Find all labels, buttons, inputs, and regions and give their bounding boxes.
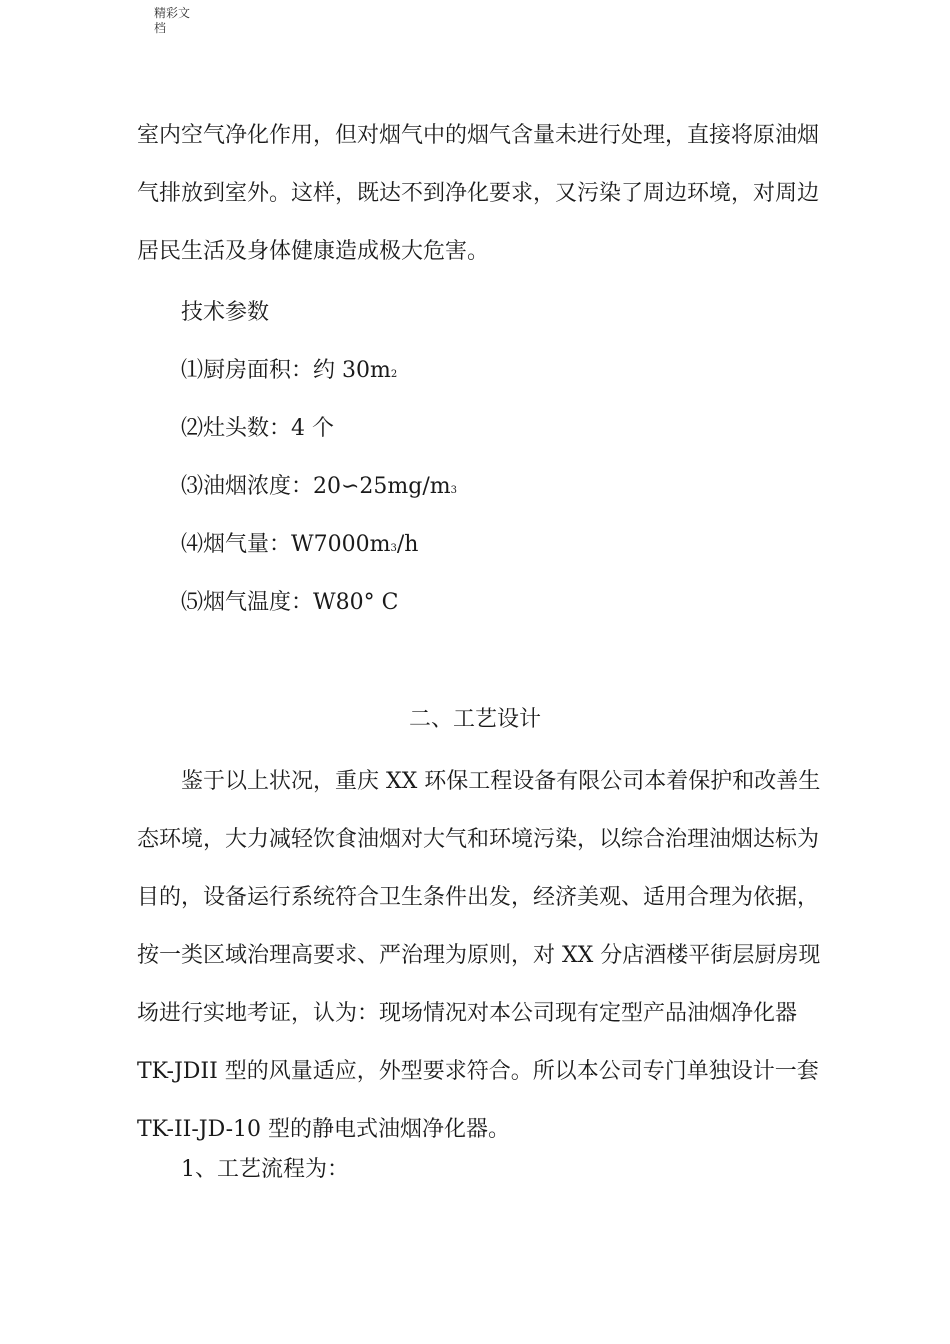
section-line-3: 目的，设备运行系统符合卫生条件出发，经济美观、适用合理为依据，	[137, 885, 820, 910]
param-sub: 3	[390, 543, 397, 554]
section-line-6: TK-JDII 型的风量适应，外型要求符合。所以本公司专门单独设计一套	[137, 1059, 819, 1084]
section-line-5: 场进行实地考证，认为：现场情况对本公司现有定型产品油烟净化器	[137, 1001, 798, 1026]
param-item-burners	[181, 411, 334, 442]
param-label: ⑵灶头数：4 个	[181, 416, 334, 441]
param-sub: 3	[450, 485, 458, 496]
param-tail: /h	[396, 532, 419, 557]
section-heading: 二、工艺设计	[408, 707, 541, 732]
param-item-concentration	[181, 469, 457, 500]
header-line-1: 精彩文	[154, 6, 191, 20]
param-item-temperature	[181, 585, 398, 616]
intro-line-3: 居民生活及身体健康造成极大危害。	[137, 239, 490, 264]
section-line-7: TK-II-JD-10 型的静电式油烟净化器。	[137, 1117, 511, 1142]
page-header	[154, 6, 194, 36]
intro-line-2: 气排放到室外。这样，既达不到净化要求，又污染了周边环境，对周边	[137, 181, 820, 206]
section-line-1: 鉴于以上状况，重庆 XX 环保工程设备有限公司本着保护和改善生	[181, 769, 821, 794]
params-title: 技术参数	[181, 300, 270, 325]
header-line-2: 档	[154, 21, 167, 35]
param-item-flow	[181, 527, 418, 558]
param-sub: 2	[390, 369, 398, 380]
process-title: 1、工艺流程为：	[181, 1157, 349, 1182]
param-label: ⑴厨房面积：约 30m	[181, 358, 391, 383]
param-label: ⑶油烟浓度：20∽25mg/m	[181, 474, 451, 499]
section-line-4: 按一类区域治理高要求、严治理为原则，对 XX 分店酒楼平街层厨房现	[137, 943, 821, 968]
intro-line-1: 室内空气净化作用，但对烟气中的烟气含量未进行处理，直接将原油烟	[137, 123, 820, 148]
section-line-2: 态环境，大力减轻饮食油烟对大气和环境污染，以综合治理油烟达标为	[137, 827, 820, 852]
param-label: ⑸烟气温度：W80° C	[181, 590, 399, 615]
param-item-area	[181, 353, 397, 384]
param-label: ⑷烟气量：W7000m	[181, 532, 391, 557]
